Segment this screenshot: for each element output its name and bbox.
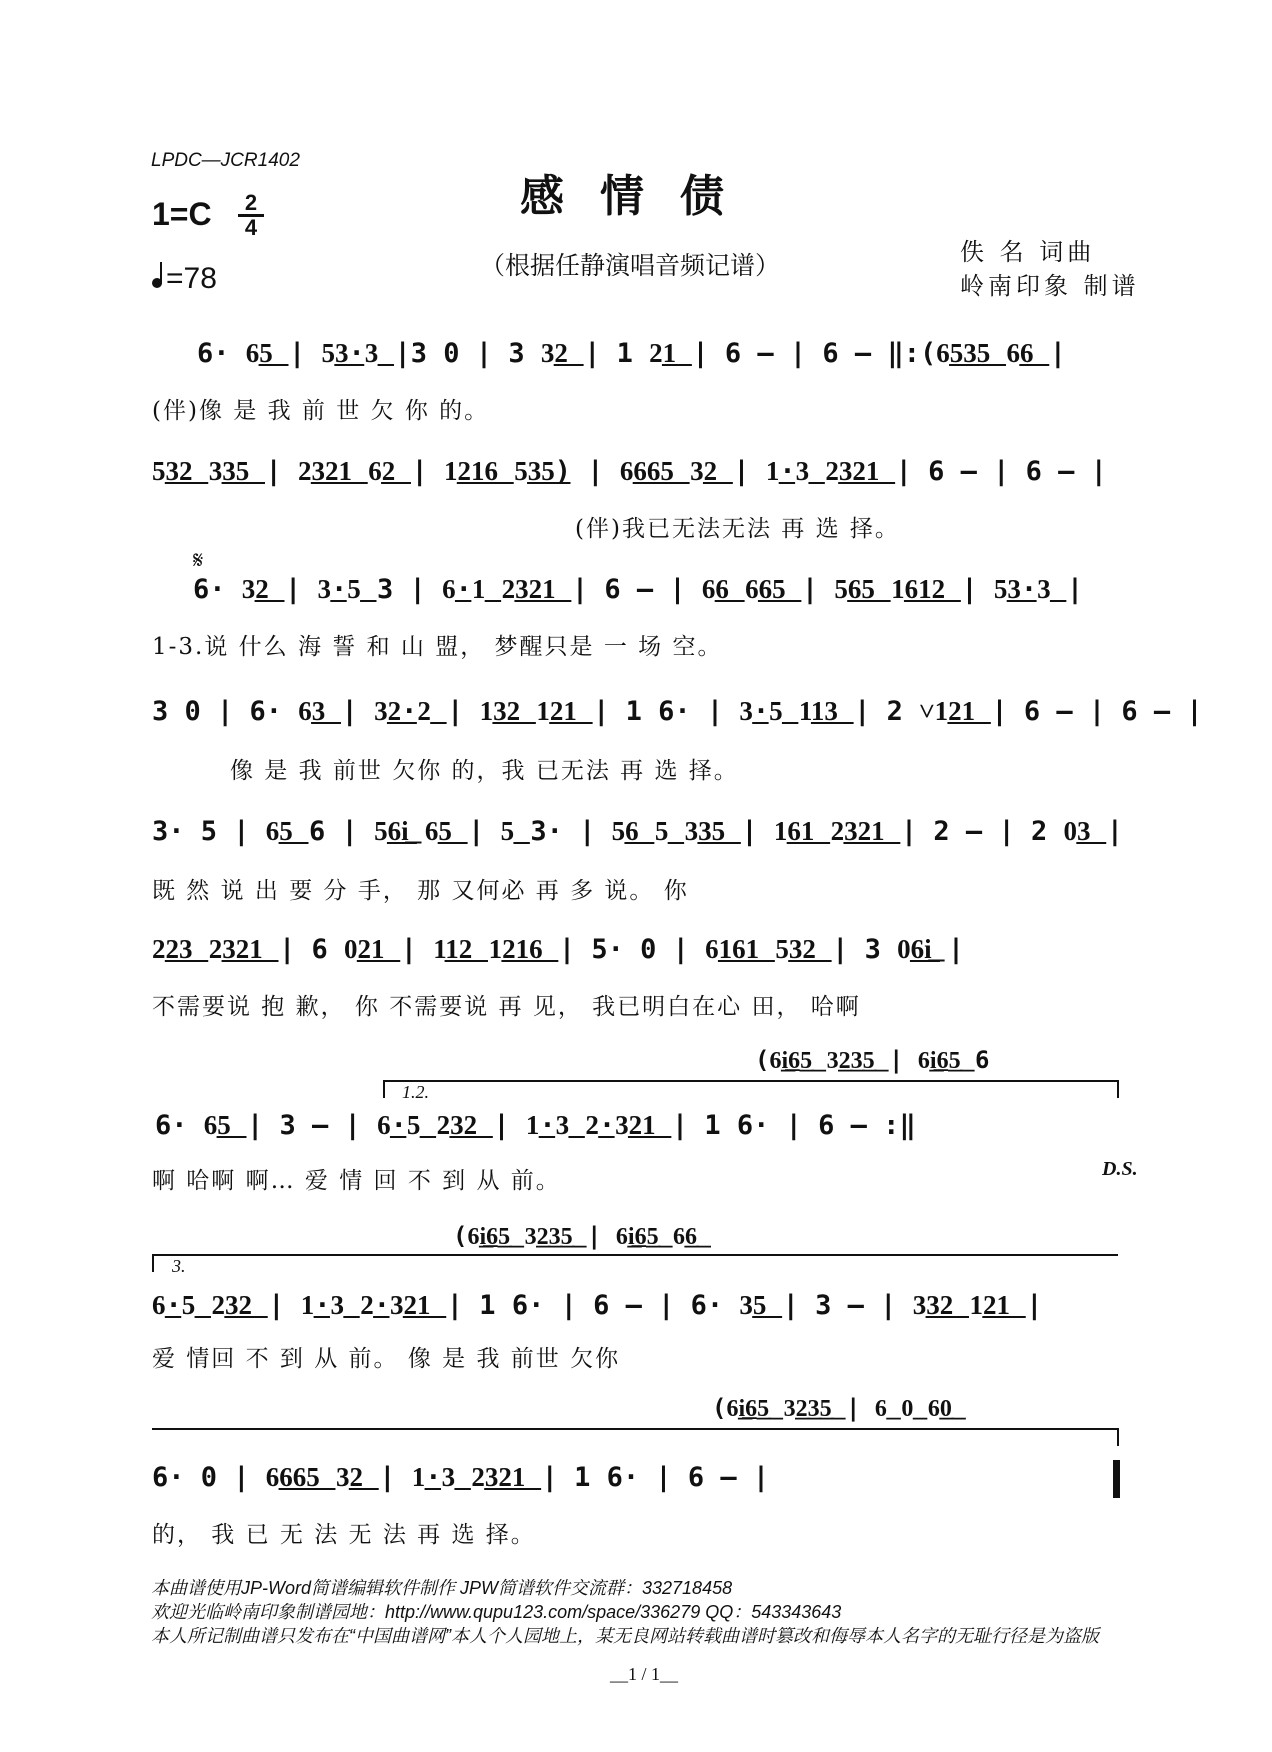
time-signature xyxy=(238,192,264,239)
coda-bracket-right xyxy=(1117,1428,1119,1446)
coda-bracket xyxy=(152,1428,1118,1430)
tempo-value: =78 xyxy=(166,262,217,295)
segno-icon: 𝄋 xyxy=(193,546,204,574)
notation-line-8: 6͟·5͟ 2͟3͟2͟ | 1͟·3͟ 2͟·3͟2͟1͟ | 1 6· | 6 – | 6· 3͟5͟ | 3 – | 3͟3͟2͟ 1͟2͟1͟ | xyxy=(152,1290,1043,1321)
volta-1-2-bracket-left xyxy=(383,1080,385,1098)
notation-line-2: 5͟3͟2͟ 3͟3͟5͟ | 2͟3͟2͟1͟ 6͟2͟ | 1͟2͟1͟6͟ 5͟3͟5͟) | 6͟6͟6͟5͟ 3͟2͟ | 1͟·3͟ 2͟3͟2͟1͟ | 6 – | 6 – | xyxy=(152,456,1107,487)
subtitle: （根据任静演唱音频记谱） xyxy=(480,251,781,280)
score-code: LPDC—JCR1402 xyxy=(151,150,300,171)
notation-line-9: 6· 0 | 6͟6͟6͟5͟ 3͟2͟ | 1͟·3͟ 2͟3͟2͟1͟ | 1 6· | 6 – | xyxy=(152,1462,770,1493)
tempo-marking xyxy=(152,262,217,296)
volta-1-2-bracket-right xyxy=(1117,1080,1119,1098)
accompaniment-line-9: (6͟i͟6͟5͟ 3͟2͟3͟5͟ | 6͟ 0͟ 6͟0͟ xyxy=(712,1394,952,1422)
footer-software-note: 本曲谱使用JP-Word简谱编辑软件制作 JPW简谱软件交流群：332718458 xyxy=(151,1578,733,1598)
song-title: 感情债 xyxy=(520,171,760,222)
lyrics-line-9: 的， 我 已 无 法 无 法 再 选 择。 xyxy=(152,1522,536,1548)
page-number: __1 / 1__ xyxy=(610,1664,679,1684)
notation-line-4: 3 0 | 6· 6͟3͟ | 3͟2͟·2͟ | 1͟3͟2͟ 1͟2͟1͟ | 1 6· | 3͟·5͟ 1͟1͟3͟ | 2 ˅1͟2͟1͟ | 6 – | 6 – | xyxy=(152,696,1203,727)
accompaniment-line-7: (6͟i͟6͟5͟ 3͟2͟3͟5͟ | 6͟i͟6͟5͟ 6 xyxy=(755,1046,990,1074)
notation-line-6: 2͟2͟3͟ 2͟3͟2͟1͟ | 6 0͟2͟1͟ | 1͟1͟2͟ 1͟2͟1͟6͟ | 5· 0 | 6͟1͟6͟1͟ 5͟3͟2͟ | 3 0͟6͟i͟ | xyxy=(152,934,965,965)
time-signature-bottom: 4 xyxy=(244,215,258,240)
dal-segno-mark: D.S. xyxy=(1102,1158,1138,1180)
quarter-note-icon xyxy=(152,278,162,288)
volta-3-label: 3. xyxy=(172,1256,186,1276)
credit-transcriber: 岭南印象 制谱 xyxy=(960,272,1140,300)
volta-3-bracket xyxy=(152,1254,1118,1256)
lyrics-line-6: 不需要说 抱 歉， 你 不需要说 再 见， 我已明白在心 田， 哈啊 xyxy=(152,994,861,1020)
notation-line-1: 6· 6͟5͟ | 5͟3͟·3͟ |3 0 | 3 3͟2͟ | 1 2͟1͟ | 6 – | 6 – ‖:(6͟5͟3͟5͟ 6͟6͟ | xyxy=(197,338,1066,369)
lyrics-line-2: (伴)我已无法无法 再 选 择。 xyxy=(575,516,900,542)
lyrics-line-7: 啊 哈啊 啊… 爱 情 回 不 到 从 前。 xyxy=(152,1168,561,1194)
lyrics-line-5: 既 然 说 出 要 分 手， 那 又何必 再 多 说。 你 xyxy=(152,878,689,904)
volta-3-bracket-left xyxy=(152,1254,154,1272)
footer-website-note: 欢迎光临岭南印象制谱园地：http://www.qupu123.com/space/336279 QQ：543343643 xyxy=(151,1602,842,1622)
lyrics-line-3: 1-3.说 什么 海 誓 和 山 盟， 梦醒只是 一 场 空。 xyxy=(152,634,723,660)
volta-1-2-label: 1.2. xyxy=(402,1082,429,1102)
credit-lyrics-music: 佚 名 词曲 xyxy=(960,238,1096,266)
volta-1-2-bracket xyxy=(383,1080,1119,1082)
key-signature: 1=C xyxy=(152,196,212,232)
lyrics-line-8: 爱 情回 不 到 从 前。 像 是 我 前世 欠你 xyxy=(152,1346,621,1372)
time-signature-top: 2 xyxy=(238,192,264,217)
final-barline xyxy=(1113,1460,1120,1498)
notation-line-7: 6· 6͟5͟ | 3 – | 6͟·5͟ 2͟3͟2͟ | 1͟·3͟ 2͟·3͟2͟1͟ | 1 6· | 6 – :‖ xyxy=(155,1110,916,1141)
lyrics-line-4: 像 是 我 前世 欠你 的，我 已无法 再 选 择。 xyxy=(230,758,739,784)
notation-line-3: 6· 3͟2͟ | 3͟·5͟ 3 | 6͟·1͟ 2͟3͟2͟1͟ | 6 – | 6͟6͟ 6͟6͟5͟ | 5͟6͟5͟ 1͟6͟1͟2͟ | 5͟3͟·3͟ | xyxy=(193,574,1084,605)
lyrics-line-1: (伴)像 是 我 前 世 欠 你 的。 xyxy=(152,398,490,424)
footer-copyright-note: 本人所记制曲谱只发布在“中国曲谱网”本人个人园地上，某无良网站转载曲谱时篡改和侮辱本人名字的无耻行径是为盗版 xyxy=(151,1626,1099,1646)
accompaniment-line-8: (6͟i͟6͟5͟ 3͟2͟3͟5͟ | 6͟i͟6͟5͟ 6͟6͟ xyxy=(453,1222,698,1250)
notation-line-5: 3· 5 | 6͟5͟ 6 | 5͟6͟i͟ 6͟5͟ | 5͟ 3· | 5͟6͟ 5͟ 3͟3͟5͟ | 1͟6͟1͟ 2͟3͟2͟1͟ | 2 – | 2 0͟3͟ | xyxy=(152,816,1123,847)
